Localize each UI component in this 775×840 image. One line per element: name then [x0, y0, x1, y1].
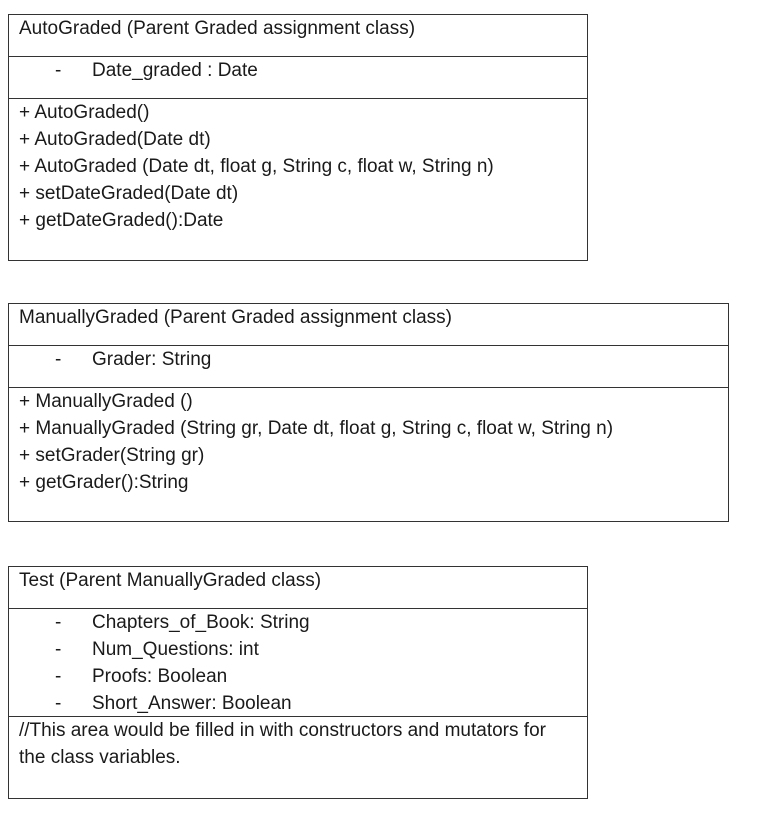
operations-section: [9, 99, 587, 234]
operations-section: [9, 717, 587, 771]
operation: + ManuallyGraded (String gr, Date dt, float g, String c, float w, String n): [19, 418, 614, 439]
attribute-text: Short_Answer: Boolean: [92, 693, 292, 714]
class-title: ManuallyGraded (Parent Graded assignment class): [19, 307, 452, 328]
visibility-marker: -: [55, 639, 62, 660]
operation: + setGrader(String gr): [19, 445, 205, 466]
attribute: [19, 346, 728, 373]
visibility-marker: -: [55, 666, 62, 687]
attribute: [19, 609, 587, 636]
class-box-autograded: [8, 14, 588, 261]
visibility-marker: -: [55, 693, 62, 714]
operation: + AutoGraded(Date dt): [19, 129, 211, 150]
class-name-section: [9, 15, 587, 57]
class-box-test: [8, 566, 588, 799]
visibility-marker: -: [55, 612, 62, 633]
class-title: AutoGraded (Parent Graded assignment class): [19, 18, 416, 39]
operations-note: //This area would be filled in with constructors and mutators for the class variables.: [19, 720, 546, 768]
class-name-section: [9, 304, 728, 346]
attribute-text: Num_Questions: int: [92, 639, 259, 660]
attribute-text: Grader: String: [92, 349, 212, 370]
attributes-section: [9, 609, 587, 717]
class-title: Test (Parent ManuallyGraded class): [19, 570, 322, 591]
attribute: [19, 663, 587, 690]
operation: + ManuallyGraded (): [19, 391, 193, 412]
operation: + AutoGraded (Date dt, float g, String c, float w, String n): [19, 156, 494, 177]
visibility-marker: -: [55, 349, 62, 370]
class-box-manuallygraded: [8, 303, 729, 522]
attribute-text: Date_graded : Date: [92, 60, 258, 81]
operation: + AutoGraded(): [19, 102, 150, 123]
attribute: [19, 636, 587, 663]
attributes-section: [9, 346, 728, 388]
attributes-section: [9, 57, 587, 99]
class-name-section: [9, 567, 587, 609]
attribute-text: Proofs: Boolean: [92, 666, 228, 687]
operation: + setDateGraded(Date dt): [19, 183, 239, 204]
operation: + getDateGraded():Date: [19, 210, 224, 231]
visibility-marker: -: [55, 60, 62, 81]
operation: + getGrader():String: [19, 472, 189, 493]
operations-section: [9, 388, 728, 496]
attribute: [19, 690, 587, 717]
attribute-text: Chapters_of_Book: String: [92, 612, 310, 633]
attribute: [19, 57, 587, 84]
